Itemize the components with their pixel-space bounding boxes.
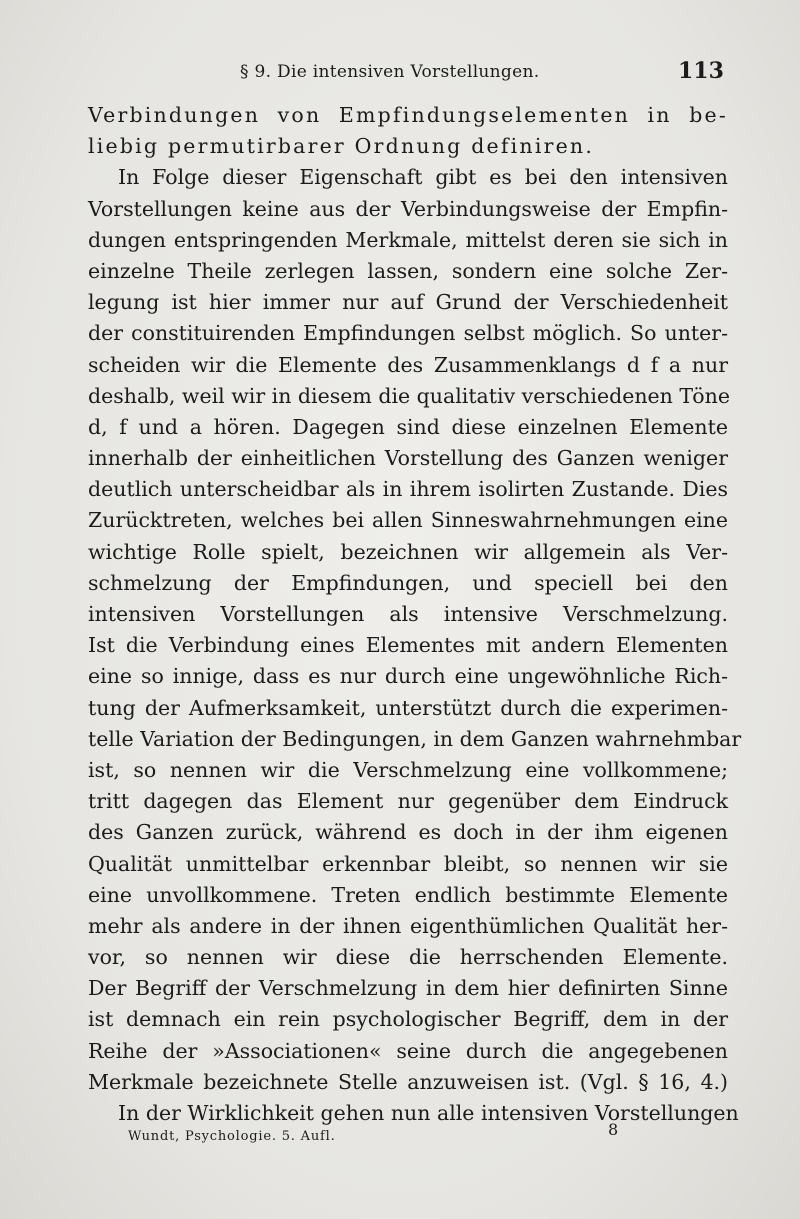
- text-line: In der Wirklichkeit gehen nun alle intensiven Vorstellungen: [118, 1101, 739, 1125]
- body-text: [88, 100, 742, 1129]
- page-footer: [0, 1120, 800, 1150]
- text-line: wichtige Rolle spielt, bezeichnen wir allgemein als Ver-: [88, 539, 728, 564]
- text-line: dungen entspringenden Merkmale, mittelst deren sie sich in: [88, 227, 728, 252]
- running-title: § 9. Die intensiven Vorstellungen.: [240, 62, 540, 82]
- text-line: Vorstellungen keine aus der Verbindungsweise der Empfin-: [88, 196, 728, 221]
- text-line: liebig permutirbarer Ordnung definiren.: [88, 134, 595, 159]
- text-line: vor, so nennen wir diese die herrschenden Elemente.: [88, 945, 728, 970]
- text-line: Verbindungen von Empfindungselementen in be-: [88, 103, 728, 127]
- text-line: tritt dagegen das Element nur gegenüber dem Eindruck: [88, 789, 728, 814]
- text-line: d, f und a hören. Dagegen sind diese einzelnen Elemente: [88, 414, 728, 439]
- text-line: Ist die Verbindung eines Elementes mit andern Elementen: [88, 633, 728, 658]
- text-line: eine so innige, dass es nur durch eine ungewöhnliche Rich-: [88, 664, 728, 689]
- text-line: Merkmale bezeichnete Stelle anzuweisen ist. (Vgl. § 16, 4.): [88, 1069, 728, 1094]
- text-line: des Ganzen zurück, während es doch in der ihm eigenen: [88, 820, 728, 845]
- text-line: legung ist hier immer nur auf Grund der Verschiedenheit: [88, 290, 728, 315]
- text-line: ist demnach ein rein psychologischer Begriff, dem in der: [88, 1007, 728, 1032]
- text-line: Reihe der »Associationen« seine durch die angegebenen: [88, 1038, 728, 1063]
- signature-mark: Wundt, Psychologie. 5. Aufl.: [128, 1129, 336, 1144]
- text-line: mehr als andere in der ihnen eigenthümlichen Qualität her-: [88, 913, 728, 938]
- text-line: schmelzung der Empfindungen, und speciell bei den: [88, 570, 728, 595]
- text-line: deshalb, weil wir in diesem die qualitativ verschiedenen Töne: [88, 383, 730, 408]
- page-header: [0, 58, 800, 88]
- text-line: der constituirenden Empfindungen selbst möglich. So unter-: [88, 321, 728, 346]
- text-line: deutlich unterscheidbar als in ihrem isolirten Zustande. Dies: [88, 477, 728, 502]
- text-line: scheiden wir die Elemente des Zusammenklangs d f a nur: [88, 352, 728, 377]
- text-line: innerhalb der einheitlichen Vorstellung des Ganzen weniger: [88, 446, 728, 471]
- text-line: intensiven Vorstellungen als intensive Verschmelzung.: [88, 602, 728, 626]
- text-line: Zurücktreten, welches bei allen Sinneswahrnehmungen eine: [88, 508, 728, 533]
- text-line: Qualität unmittelbar erkennbar bleibt, so nennen wir sie: [88, 851, 728, 876]
- text-line: eine unvollkommene. Treten endlich bestimmte Elemente: [88, 882, 728, 907]
- page-number: 113: [678, 58, 724, 84]
- sheet-number: 8: [608, 1120, 619, 1139]
- text-line: Der Begriff der Verschmelzung in dem hier definirten Sinne: [88, 976, 728, 1001]
- text-line: ist, so nennen wir die Verschmelzung eine vollkommene;: [88, 757, 728, 782]
- text-line: In Folge dieser Eigenschaft gibt es bei den intensiven: [118, 165, 728, 190]
- text-line: tung der Aufmerksamkeit, unterstützt durch die experimen-: [88, 695, 728, 720]
- text-line: einzelne Theile zerlegen lassen, sondern eine solche Zer-: [88, 258, 728, 283]
- text-line: telle Variation der Bedingungen, in dem Ganzen wahrnehmbar: [88, 726, 742, 751]
